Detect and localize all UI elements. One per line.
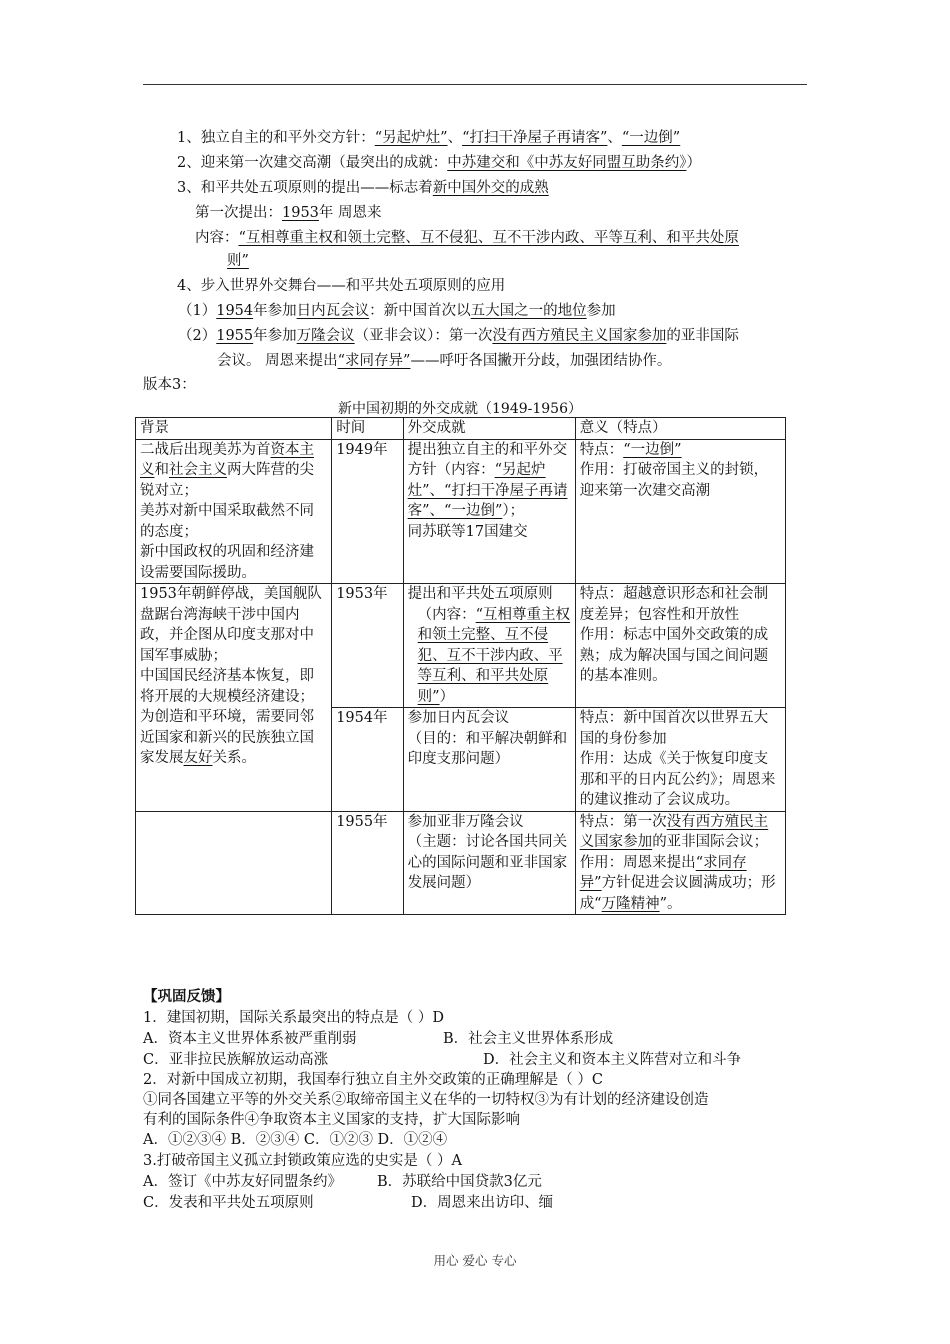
sub-1-year: 1954 xyxy=(216,303,254,319)
sig-1954-text: 特点：新中国首次以世界五大国的身份参加 xyxy=(579,710,769,747)
content-underline-2: 则” xyxy=(227,253,249,269)
sig-1955-line-2 xyxy=(580,853,781,915)
question-3: 3.打破帝国主义孤立封锁政策应选的史实是（ ）A xyxy=(143,1153,462,1169)
bg1-u-1: 资本主义 xyxy=(140,441,314,478)
table-header-row xyxy=(136,418,786,440)
sig-1949-text: 特点： xyxy=(579,441,624,458)
sub-1-conference: 日内瓦会议 xyxy=(296,303,370,319)
sig-1955-text-2: 的亚非国际会议； xyxy=(652,834,769,850)
ach-1955-text: 参加亚非万隆会议 xyxy=(407,813,524,830)
sig-1955-text-3: 作用：周恩来提出 xyxy=(579,854,696,871)
question-1: 1．建国初期，国际关系最突出的特点是（ ）D xyxy=(143,1010,444,1026)
sub-2-feature: 没有西方殖民主义国家参加 xyxy=(492,328,667,344)
header-achievement: 外交成就 xyxy=(403,418,575,440)
q2-statements-2: 有利的国际条件④争取资本主义国家的支持，扩大国际影响 xyxy=(143,1112,520,1128)
header-background: 背景 xyxy=(136,418,332,440)
bg2-line-3-suffix: 关系。 xyxy=(212,750,256,766)
sig-1955-underline: 没有西方殖民主义国家参加 xyxy=(579,813,769,850)
content-prefix: 内容： xyxy=(195,230,239,246)
sig-1955-underline-3: 万隆精神 xyxy=(601,895,660,912)
background-cell-2 xyxy=(136,584,332,812)
sig-1953-text: 特点：超越意识形态和社会制度差异；包容性和开放性 xyxy=(579,586,769,623)
header-significance: 意义（特点） xyxy=(575,418,785,440)
item-2-underline: 中苏建交和《中苏友好同盟互助条约》 xyxy=(447,155,687,171)
table-row xyxy=(136,584,786,708)
sub-2-mid-1: 年参加 xyxy=(253,328,297,344)
sig-1955-text-4: 方针促进会议圆满成功；形成“ xyxy=(579,875,776,912)
sub-2b-prefix: 会议。 周恩来提出 xyxy=(217,353,338,369)
q1-option-d: D．社会主义和资本主义阵营对立和斗争 xyxy=(483,1052,742,1068)
ach-1955-text-2: （主题：讨论各国共同关心的国际问题和亚非国家发展问题） xyxy=(407,834,568,891)
item-1-prefix: 1、独立自主的和平外交方针： xyxy=(177,130,375,146)
sub-item-1 xyxy=(178,301,616,321)
first-proposal-prefix: 第一次提出： xyxy=(195,205,282,221)
significance-cell xyxy=(575,811,785,915)
sig-1949-text-2: 作用：打破帝国主义的封锁，迎来第一次建交高潮 xyxy=(579,462,769,499)
sig-1949-line-1 xyxy=(580,440,781,461)
achievement-cell xyxy=(403,708,575,812)
sub-2-conference: 万隆会议 xyxy=(296,328,355,344)
sig-1955-text-5: ”。 xyxy=(659,895,682,912)
sub-2-mid-2: （亚非会议）：第一次 xyxy=(354,328,493,344)
item-3-underline: 新中国外交的成熟 xyxy=(432,180,549,196)
sig-1955-underline-2: “求同存异” xyxy=(579,854,747,891)
content-underline: “互相尊重主权和领土完整、互不侵犯、互不干涉内政、平等互利、和平共处原 xyxy=(238,230,739,246)
q1-option-a: A．资本主义世界体系被严重削弱 xyxy=(143,1031,357,1047)
q3-option-c: C．发表和平共处五项原则 xyxy=(143,1195,314,1211)
bg2-line-2: 中国国民经济基本恢复，即将开展的大规模经济建设； xyxy=(140,668,314,705)
sig-1949-underline: “一边倒” xyxy=(623,441,682,458)
ach-1949-underline: “另起炉灶”、“打扫干净屋子再请客”、“一边倒” xyxy=(407,462,568,519)
year-cell: 1949年 xyxy=(332,439,403,584)
item-2-prefix: 2、迎来第一次建交高潮（最突出的成就： xyxy=(177,155,448,171)
q3-option-b: B．苏联给中国贷款3亿元 xyxy=(377,1174,542,1190)
bg1-text-1: 二战后出现美苏为首 xyxy=(140,441,271,458)
sig-1953-text-2: 作用：标志中国外交政策的成熟；成为解决国与国之间问题的基本准则。 xyxy=(579,627,769,684)
ach-1949-text-2: ）； xyxy=(502,503,525,519)
sub-2b-suffix: ——呼吁各国撇开分歧，加强团结协作。 xyxy=(410,353,672,369)
achievement-cell xyxy=(403,584,575,708)
item-4: 4、步入世界外交舞台——和平共处五项原则的应用 xyxy=(177,278,506,294)
first-proposal-suffix: 年 周恩来 xyxy=(318,205,382,221)
ach-1953-underline: “互相尊重主权和领土完整、互不侵犯、互不干涉内政、平等互利、和平共处原则” xyxy=(417,606,571,705)
achievement-cell xyxy=(403,439,575,584)
sub-2b-underline: “求同存异” xyxy=(337,353,411,369)
first-proposal xyxy=(195,203,382,223)
table-caption: 新中国初期的外交成就（1949-1956） xyxy=(338,401,582,417)
first-proposal-year: 1953 xyxy=(282,205,319,221)
item-3-prefix: 3、和平共处五项原则的提出——标志着 xyxy=(177,180,433,196)
table-row xyxy=(136,811,786,915)
item-3 xyxy=(177,178,549,198)
header-rule xyxy=(143,84,807,85)
year-cell: 1953年 xyxy=(332,584,403,708)
sub-2-suffix: 的亚非国际 xyxy=(666,328,739,344)
item-2-suffix: ） xyxy=(686,155,701,171)
content-line xyxy=(195,228,739,248)
sub-1-suffix: 参加 xyxy=(586,303,616,319)
bg1-text-2: 和 xyxy=(154,462,169,478)
achievements-table xyxy=(135,417,786,915)
header-time: 时间 xyxy=(332,418,403,440)
page-footer: 用心 爱心 专心 xyxy=(433,1253,517,1268)
ach-1953-text-2: （内容： xyxy=(417,606,476,623)
bg2-line-3-prefix: 为创造和平环境，需要同邻近国家和新兴的民族独立国家发展 xyxy=(140,709,314,766)
item-1-underline-1: “另起炉灶” xyxy=(374,130,448,146)
bg1-line-3: 新中国政权的巩固和经济建设需要国际援助。 xyxy=(140,544,314,581)
feedback-title: 【巩固反馈】 xyxy=(143,988,230,1005)
sig-1955-text: 特点：第一次 xyxy=(579,813,667,830)
sub-2-year: 1955 xyxy=(216,328,254,344)
bg2-line-3 xyxy=(140,707,327,769)
ach-1949-text-3: 同苏联等17国建交 xyxy=(407,523,528,540)
ach-1949-text: 提出独立自主的和平外交方针（内容： xyxy=(407,441,568,478)
year-cell: 1955年 xyxy=(332,811,403,915)
table-row xyxy=(136,439,786,584)
item-1-underline-3: “一边倒” xyxy=(621,130,681,146)
sub-1-mid-2: ：新中国首次以 xyxy=(369,303,471,319)
ach-1953-text: 提出和平共处五项原则 xyxy=(407,586,553,602)
item-2 xyxy=(177,153,701,173)
bg1-line-2: 美苏对新中国采取截然不同的态度； xyxy=(140,503,314,540)
background-cell-1 xyxy=(136,439,332,584)
significance-cell xyxy=(575,708,785,812)
q2-options: A．①②③④ B．②③④ C．①②③ D．①②④ xyxy=(143,1132,448,1148)
sub-item-2 xyxy=(178,326,739,346)
bg2-line-1: 1953年朝鲜停战，美国舰队盘踞台湾海峡干涉中国内政，并企图从印度支那对中国军事威胁； xyxy=(140,586,322,664)
sub-item-2-cont xyxy=(217,351,671,371)
bg2-line-3-underline: 友好 xyxy=(183,750,213,766)
q3-option-a: A．签订《中苏友好同盟条约》 xyxy=(143,1174,342,1190)
year-cell: 1954年 xyxy=(332,708,403,812)
achievement-cell xyxy=(403,811,575,915)
sig-1954-text-2: 作用：达成《关于恢复印度支那和平的日内瓦公约》；周恩来的建议推动了会议成功。 xyxy=(579,751,776,808)
item-1-underline-2: “打扫干净屋子再请客” xyxy=(462,130,608,146)
item-1-sep-2: 、 xyxy=(607,130,622,146)
ach-1953-text-3: ） xyxy=(439,688,455,705)
q1-option-b: B．社会主义世界体系形成 xyxy=(443,1031,614,1047)
ach-1954-text-2: （目的：和平解决朝鲜和印度支那问题） xyxy=(407,730,568,767)
question-2: 2．对新中国成立初期，我国奉行独立自主外交政策的正确理解是（ ）C xyxy=(143,1072,603,1088)
sub-2-prefix: （2） xyxy=(178,328,217,344)
version-label: 版本3： xyxy=(143,377,196,393)
sub-1-status: 五大国之一的地位 xyxy=(470,303,587,319)
item-1-sep-1: 、 xyxy=(447,130,463,146)
sub-1-prefix: （1） xyxy=(178,303,217,319)
bg1-line-1 xyxy=(140,440,327,502)
item-1 xyxy=(177,128,680,148)
sig-1955-line-1 xyxy=(580,812,781,853)
significance-cell xyxy=(575,584,785,708)
q2-statements-1: ①同各国建立平等的外交关系②取缔帝国主义在华的一切特权③为有计划的经济建设创造 xyxy=(143,1092,709,1108)
bg1-u-2: 社会主义 xyxy=(169,462,227,478)
ach-1953-content xyxy=(408,605,571,708)
sub-1-mid-1: 年参加 xyxy=(253,303,297,319)
significance-cell xyxy=(575,439,785,584)
ach-1954-text: 参加日内瓦会议 xyxy=(407,710,510,726)
q1-option-c: C．亚非拉民族解放运动高涨 xyxy=(143,1052,329,1068)
content-line-2 xyxy=(227,251,249,271)
q3-option-d: D．周恩来出访印、缅 xyxy=(411,1195,554,1211)
background-cell-empty xyxy=(136,811,332,915)
bg1-text-3: 两大阵营的尖锐对立； xyxy=(140,462,314,499)
